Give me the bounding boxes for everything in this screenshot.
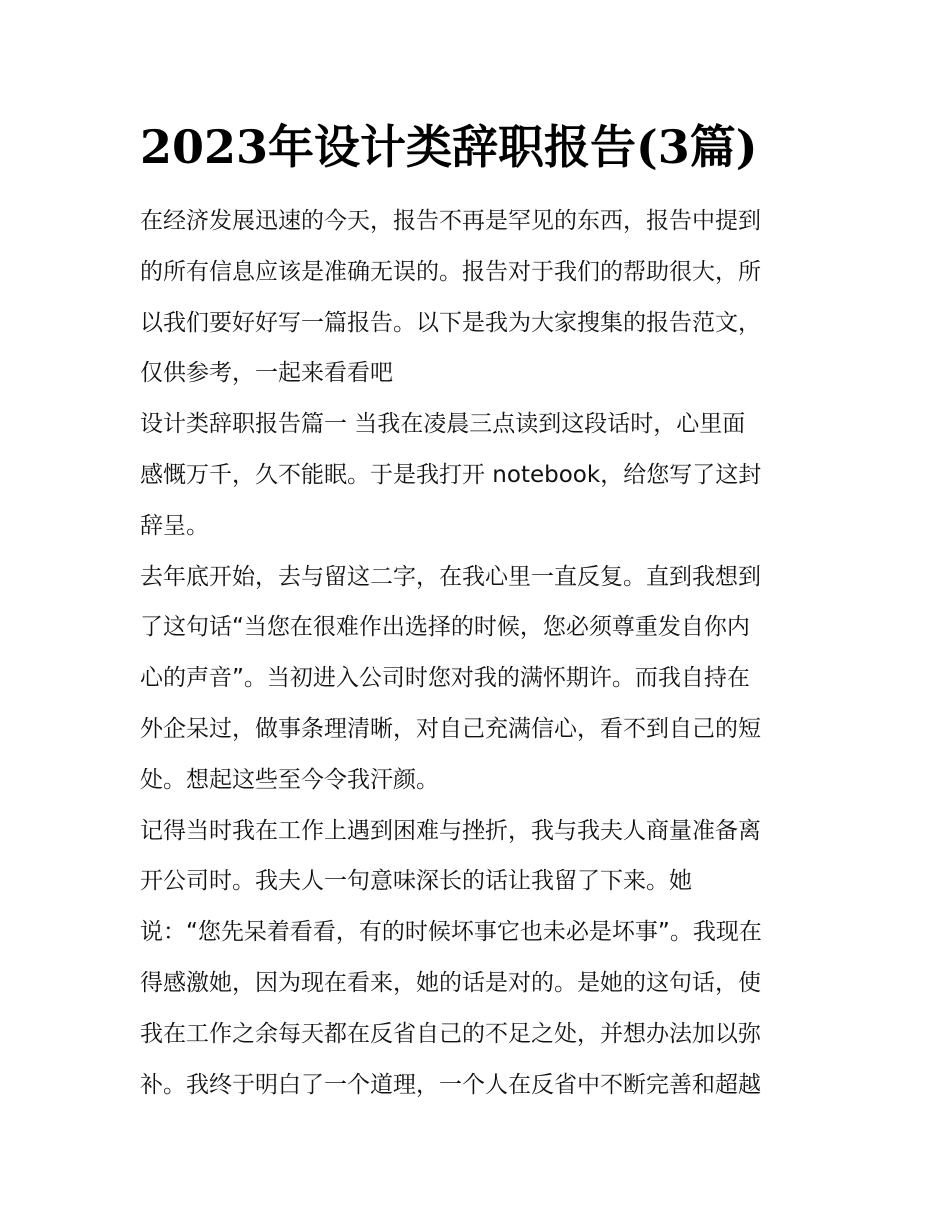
text-line: 我在工作之余每天都在反省自己的不足之处，并想办法加以弥	[140, 1020, 761, 1047]
document-body	[140, 196, 812, 1110]
text-line: 外企呆过，做事条理清晰，对自己充满信心，看不到自己的短	[140, 715, 761, 742]
text-line: 仅供参考，一起来看看吧	[140, 360, 393, 387]
text-line: 补。我终于明白了一个道理，一个人在反省中不断完善和超越	[140, 1071, 761, 1098]
text-line: 了这句话“当您在很难作出选择的时候，您必须尊重发自你内	[140, 614, 750, 641]
text-line: 记得当时我在工作上遇到困难与挫折，我与我夫人商量准备离	[140, 817, 761, 844]
text-line: 辞呈。	[140, 512, 209, 539]
text-line: 处。想起这些至今令我汗颜。	[140, 766, 439, 793]
text-line: 设计类辞职报告篇一 当我在凌晨三点读到这段话时，心里面	[140, 411, 746, 438]
document-title: 2023年设计类辞职报告(3篇)	[140, 120, 758, 174]
text-line: 在经济发展迅速的今天，报告不再是罕见的东西，报告中提到	[140, 208, 761, 234]
text-line: 心的声音”。当初进入公司时您对我的满怀期许。而我自持在	[140, 665, 750, 692]
text-line: 得感激她，因为现在看来，她的话是对的。是她的这句话，使	[140, 969, 761, 996]
text-line: 开公司时。我夫人一句意味深长的话让我留了下来。她	[140, 868, 692, 895]
text-line: 去年底开始，去与留这二字，在我心里一直反复。直到我想到	[140, 563, 761, 590]
text-line: 以我们要好好写一篇报告。以下是我为大家搜集的报告范文，	[140, 309, 761, 336]
text-line: 的所有信息应该是准确无误的。报告对于我们的帮助很大，所	[140, 258, 761, 285]
text-line: 说：“您先呆着看看，有的时候坏事它也未必是坏事”。我现在	[140, 919, 762, 946]
text-line: 感慨万千，久不能眠。于是我打开 notebook，给您写了这封	[140, 461, 762, 488]
